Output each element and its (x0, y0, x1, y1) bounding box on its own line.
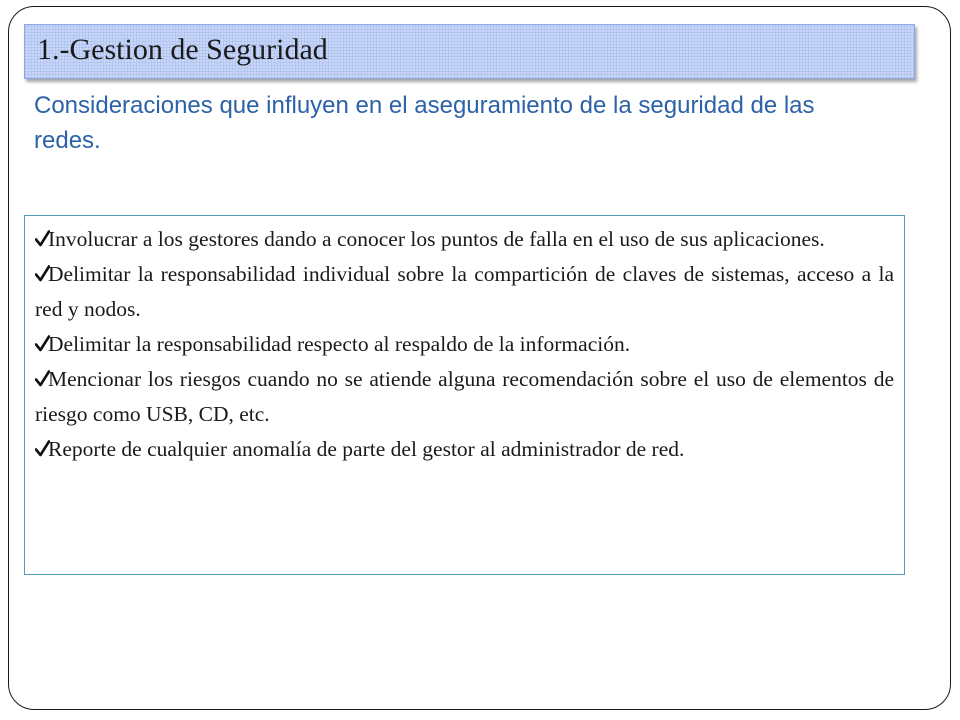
title-bar (24, 24, 915, 79)
bullet-box (24, 215, 905, 575)
bullet-text: Reporte de cualquier anomalía de parte del gestor al administrador de red. (48, 437, 685, 461)
bullet-text: Delimitar la responsabilidad individual sobre la compartición de claves de sistemas, acceso a la red y nodos. (35, 262, 894, 321)
bullet-text: Involucrar a los gestores dando a conocer los puntos de falla en el uso de sus aplicaciones. (48, 227, 825, 251)
bullet-text: Delimitar la responsabilidad respecto al respaldo de la información. (48, 332, 631, 356)
bullet-item (35, 257, 894, 327)
slide-title: 1.-Gestion de Seguridad (37, 33, 328, 66)
bullet-item (35, 222, 894, 257)
bullet-item (35, 432, 894, 467)
bullet-item (35, 362, 894, 432)
bullet-item (35, 327, 894, 362)
bullet-text: Mencionar los riesgos cuando no se atiende alguna recomendación sobre el uso de elementos de riesgo como USB, CD, etc. (35, 367, 894, 426)
bullet-list (35, 222, 894, 467)
slide-subtitle: Consideraciones que influyen en el aseguramiento de la seguridad de las redes. (34, 92, 815, 154)
